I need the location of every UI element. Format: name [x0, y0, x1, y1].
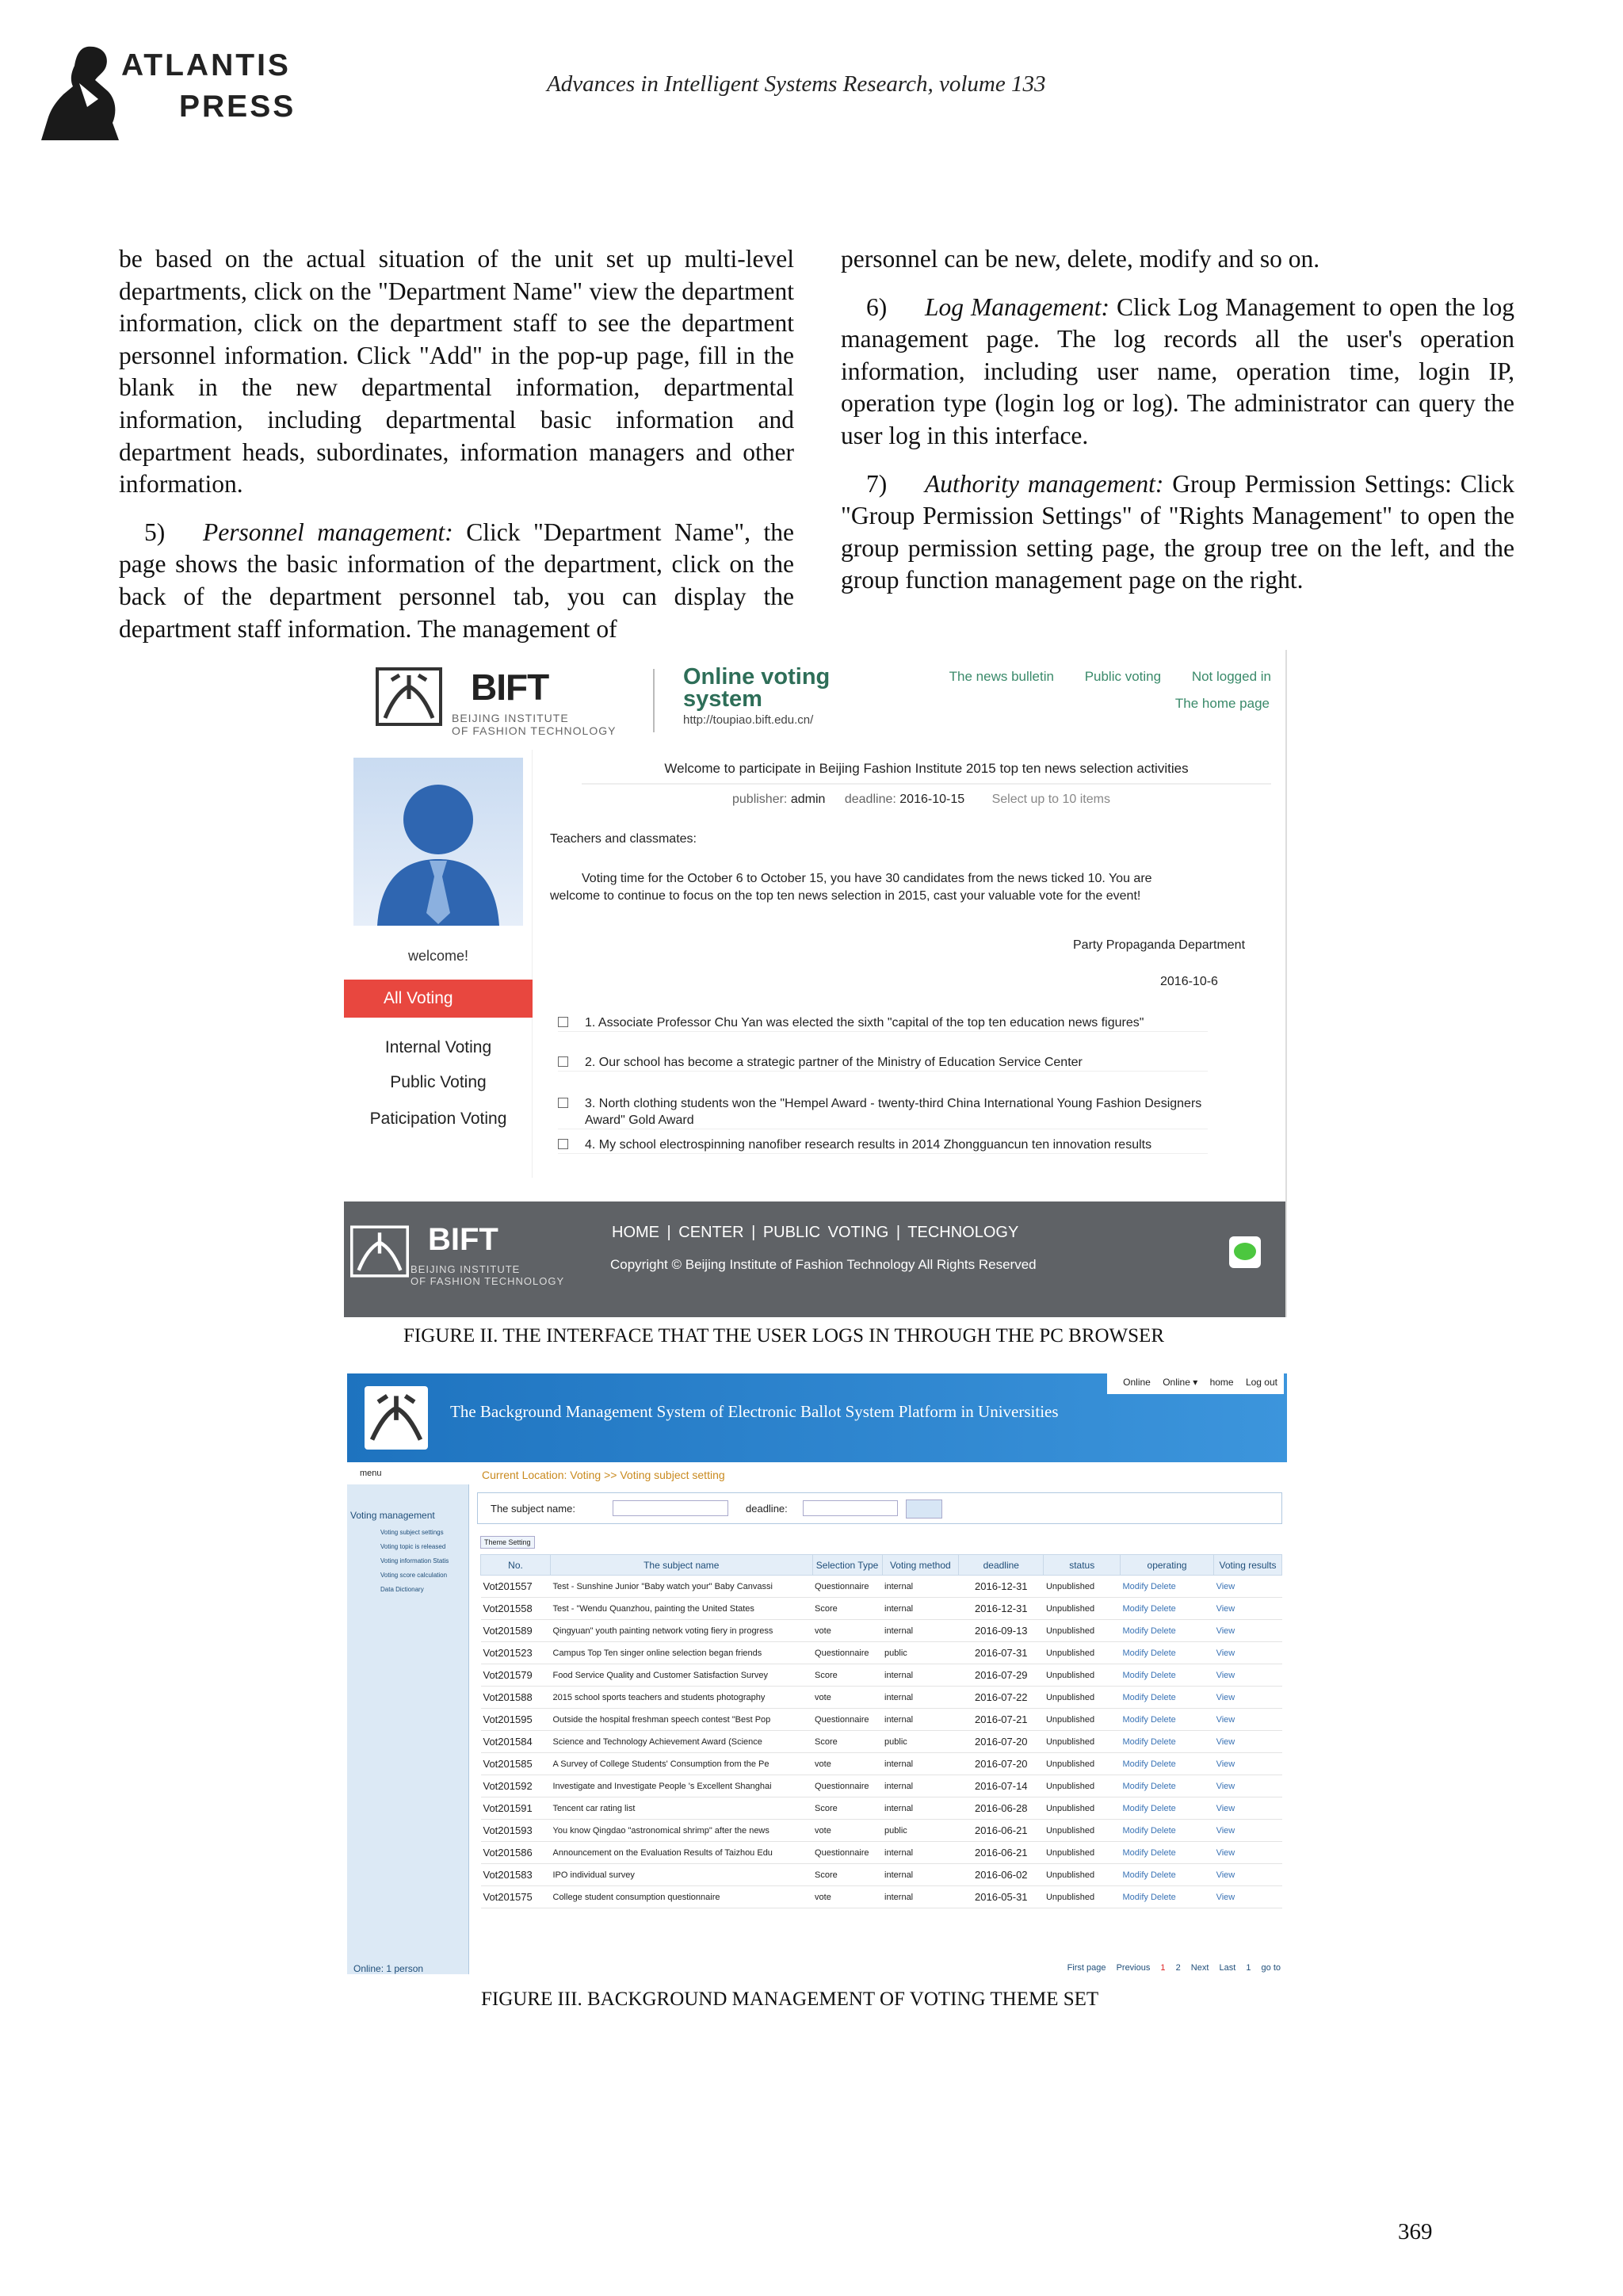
table-header [481, 1555, 1282, 1576]
modify-delete-links[interactable]: Modify Delete [1121, 1775, 1214, 1797]
modify-delete-links[interactable]: Modify Delete [1121, 1886, 1214, 1908]
column-header: The subject name [551, 1555, 813, 1576]
bift-subtitle [452, 712, 616, 737]
first-page-button[interactable]: First page [1067, 1963, 1106, 1973]
status: Unpublished [1044, 1576, 1121, 1598]
voting-method: internal [882, 1687, 959, 1709]
column-header: deadline [959, 1555, 1044, 1576]
admin-title: The Background Management System of Electronic Ballot System Platform in Universities [450, 1402, 1059, 1421]
voting-method: internal [882, 1842, 959, 1864]
candidate-text: 1. Associate Professor Chu Yan was elected the sixth "capital of the top ten education news figures" [585, 1016, 1144, 1030]
subject-name: 2015 school sports teachers and students photography [551, 1687, 813, 1709]
voting-method: internal [882, 1620, 959, 1642]
subject-name: IPO individual survey [551, 1864, 813, 1886]
checkbox[interactable] [558, 1098, 568, 1108]
modify-delete-links[interactable]: Modify Delete [1121, 1620, 1214, 1642]
column-header: status [1044, 1555, 1121, 1576]
footer-wordmark: BIFT [428, 1222, 498, 1257]
deadline: 2016-07-20 [959, 1731, 1044, 1753]
search-bar [477, 1492, 1282, 1524]
status: Unpublished [1044, 1775, 1121, 1797]
paragraph-text: Click Log Management to open the log management page. The log records all the user's operation information, including user name, operation time, login IP, operation type (login log or log). The administrator can query the user log in this interface. [841, 292, 1515, 449]
admin-toolbar [1107, 1373, 1284, 1394]
deadline: 2016-07-14 [959, 1775, 1044, 1797]
subject-table [480, 1554, 1282, 1908]
system-title [683, 666, 830, 710]
subject-id: Vot201558 [481, 1598, 551, 1620]
online-status-label: Online [1123, 1377, 1151, 1388]
subject-name: Science and Technology Achievement Award (Science [551, 1731, 813, 1753]
subject-id: Vot201584 [481, 1731, 551, 1753]
subject-name: Investigate and Investigate People 's Excellent Shanghai [551, 1775, 813, 1797]
voting-method: internal [882, 1775, 959, 1797]
modify-delete-links[interactable]: Modify Delete [1121, 1576, 1214, 1598]
view-link[interactable]: View [1214, 1620, 1282, 1642]
deadline: 2016-06-28 [959, 1797, 1044, 1820]
nav-all-voting[interactable]: All Voting [344, 980, 533, 1018]
selection-type: Questionnaire [812, 1642, 882, 1664]
site-header [344, 650, 1287, 745]
table-row [481, 1775, 1282, 1797]
theme-setting-tab[interactable]: Theme Setting [480, 1536, 535, 1549]
menu-label: menu [360, 1469, 382, 1478]
table-row [481, 1598, 1282, 1620]
selection-type: Score [812, 1664, 882, 1687]
deadline: 2016-06-21 [959, 1842, 1044, 1864]
logo-text-atlantis: ATLANTIS [121, 48, 291, 82]
section-title: Authority management: [925, 469, 1164, 498]
table-row [481, 1642, 1282, 1664]
selection-type: vote [812, 1687, 882, 1709]
deadline: 2016-06-21 [959, 1820, 1044, 1842]
voting-method: internal [882, 1598, 959, 1620]
deadline-input[interactable] [803, 1500, 898, 1516]
section-title: Log Management: [925, 292, 1109, 321]
subject-id: Vot201588 [481, 1687, 551, 1709]
figure-admin-backend [347, 1373, 1287, 1984]
bift-subtitle-line: BEIJING INSTITUTE [452, 712, 569, 724]
view-link[interactable]: View [1214, 1775, 1282, 1797]
side-item[interactable]: Voting topic is released [380, 1543, 446, 1550]
table-row [481, 1664, 1282, 1687]
candidate-text: 4. My school electrospinning nanofiber research results in 2014 Zhongguancun ten innovation results [585, 1138, 1152, 1152]
column-header: Voting results [1214, 1555, 1282, 1576]
subject-id: Vot201579 [481, 1664, 551, 1687]
side-item[interactable]: Voting information Statis [380, 1557, 449, 1564]
figure-voting-frontend [344, 650, 1287, 1317]
deadline-value: 2016-10-15 [899, 793, 965, 806]
subject-id: Vot201589 [481, 1620, 551, 1642]
top-links [922, 669, 1271, 685]
paragraph-text: Group Permission Settings: Click "Group Permission Settings" of "Rights Management" to open the group permission setting page, the group tree on the left, and the group function management page on the right. [841, 469, 1515, 594]
left-column [119, 243, 794, 661]
item-number: 5) [144, 518, 166, 546]
subject-name: You know Qingdao "astronomical shrimp" after the news [551, 1820, 813, 1842]
page-2-button[interactable]: 2 [1175, 1963, 1181, 1973]
publisher-label: publisher: [732, 793, 788, 806]
subject-id: Vot201583 [481, 1864, 551, 1886]
selection-type: vote [812, 1753, 882, 1775]
select-note: Select up to 10 items [991, 793, 1110, 806]
modify-delete-links[interactable]: Modify Delete [1121, 1687, 1214, 1709]
login-status-link[interactable]: Not logged in [1191, 669, 1271, 684]
deadline: 2016-12-31 [959, 1598, 1044, 1620]
figure-caption: FIGURE II. THE INTERFACE THAT THE USER LOGS IN THROUGH THE PC BROWSER [403, 1325, 1164, 1347]
selection-type: Questionnaire [812, 1576, 882, 1598]
table-row [481, 1709, 1282, 1731]
deadline: 2016-07-29 [959, 1664, 1044, 1687]
bift-subtitle-line: OF FASHION TECHNOLOGY [452, 724, 617, 737]
next-button[interactable]: Next [1190, 1963, 1209, 1973]
modify-delete-links[interactable]: Modify Delete [1121, 1753, 1214, 1775]
subject-name: Campus Top Ten singer online selection began friends [551, 1642, 813, 1664]
view-link[interactable]: View [1214, 1576, 1282, 1598]
online-count: Online: 1 person [353, 1963, 424, 1974]
subject-name: Tencent car rating list [551, 1797, 813, 1820]
table-row [481, 1797, 1282, 1820]
last-button[interactable]: Last [1219, 1963, 1236, 1973]
view-link[interactable]: View [1214, 1842, 1282, 1864]
voting-method: internal [882, 1886, 959, 1908]
publisher-logo [40, 44, 296, 143]
vote-meta [732, 793, 1110, 807]
subject-name: Test - Sunshine Junior "Baby watch your" Baby Canvassi [551, 1576, 813, 1598]
public-voting-link[interactable]: Public voting [1084, 669, 1162, 684]
voting-description: Voting time for the October 6 to October 15, you have 30 candidates from the news ticked 10. You are welcome to continue to focus on the top ten news selection in 2015, cast your valuable vote for the event! [550, 872, 1152, 903]
go-to-button[interactable]: go to [1261, 1963, 1281, 1973]
subject-id: Vot201593 [481, 1820, 551, 1842]
subject-name: A Survey of College Students' Consumption from the Pe [551, 1753, 813, 1775]
voting-method: internal [882, 1797, 959, 1820]
deadline: 2016-07-21 [959, 1709, 1044, 1731]
voting-method: internal [882, 1576, 959, 1598]
selection-type: Questionnaire [812, 1775, 882, 1797]
paragraph [841, 468, 1514, 597]
subject-id: Vot201586 [481, 1842, 551, 1864]
deadline: 2016-06-02 [959, 1864, 1044, 1886]
thinker-logo-icon [40, 44, 127, 143]
footer-copyright: Copyright © Beijing Institute of Fashion Technology All Rights Reserved [610, 1257, 1037, 1272]
subject-id: Vot201591 [481, 1797, 551, 1820]
table-row [481, 1886, 1282, 1908]
voting-method: public [882, 1820, 959, 1842]
side-item[interactable]: Voting score calculation [380, 1572, 448, 1579]
table-row [481, 1864, 1282, 1886]
welcome-heading: Welcome to participate in Beijing Fashion Institute 2015 top ten news selection activities [582, 753, 1271, 785]
figure-caption: FIGURE III. BACKGROUND MANAGEMENT OF VOTING THEME SET [481, 1988, 1099, 2010]
subject-name-input[interactable] [613, 1500, 728, 1516]
subject-name: Outside the hospital freshman speech contest "Best Pop [551, 1709, 813, 1731]
page-number: 369 [1398, 2219, 1433, 2244]
wechat-icon[interactable] [1229, 1236, 1261, 1268]
subject-name: Announcement on the Evaluation Results of Taizhou Edu [551, 1842, 813, 1864]
selection-type: Questionnaire [812, 1842, 882, 1864]
voting-method: internal [882, 1709, 959, 1731]
modify-delete-links[interactable]: Modify Delete [1121, 1664, 1214, 1687]
paragraph-text: Click "Department Name", the page shows the basic information of the department, click on the back of the department personnel tab, you can display the department staff information. The management of [119, 518, 795, 643]
footer-subtitle-line: OF FASHION TECHNOLOGY [411, 1275, 565, 1287]
candidate-item[interactable] [558, 1054, 1208, 1072]
right-column [841, 243, 1514, 613]
side-item[interactable]: Voting subject settings [380, 1529, 444, 1536]
deadline-label: deadline: [844, 793, 896, 806]
view-link[interactable]: View [1214, 1864, 1282, 1886]
deadline: 2016-07-22 [959, 1687, 1044, 1709]
breadcrumb: Current Location: Voting >> Voting subject setting [482, 1469, 725, 1481]
table-row [481, 1576, 1282, 1598]
table-body [481, 1576, 1282, 1908]
nav-internal-voting[interactable]: Internal Voting [384, 1038, 492, 1056]
bift-logo-icon [376, 667, 442, 726]
footer-nav[interactable]: HOME | CENTER | PUBLIC VOTING | TECHNOLOGY [612, 1224, 1019, 1241]
status: Unpublished [1044, 1620, 1121, 1642]
subject-id: Vot201585 [481, 1753, 551, 1775]
view-link[interactable]: View [1214, 1598, 1282, 1620]
footer-subtitle-line: BEIJING INSTITUTE [411, 1263, 521, 1275]
candidate-text: 3. North clothing students won the "Hempel Award - twenty-third China International Young Fashion Designers Award" Gold Award [585, 1097, 1202, 1127]
nav-public-voting[interactable]: Public Voting [390, 1073, 487, 1091]
voting-management-menu[interactable]: Voting management [350, 1510, 435, 1521]
online-status-select[interactable]: Online ▾ [1163, 1377, 1198, 1388]
avatar [353, 758, 523, 926]
status: Unpublished [1044, 1664, 1121, 1687]
bift-wordmark: BIFT [471, 667, 549, 708]
selection-type: Questionnaire [812, 1709, 882, 1731]
greeting: Teachers and classmates: [550, 832, 697, 846]
view-link[interactable]: View [1214, 1797, 1282, 1820]
status: Unpublished [1044, 1864, 1121, 1886]
table-row [481, 1687, 1282, 1709]
section-title: Personnel management: [203, 518, 453, 546]
notice-date: 2016-10-6 [1160, 975, 1218, 988]
status: Unpublished [1044, 1820, 1121, 1842]
modify-delete-links[interactable]: Modify Delete [1121, 1820, 1214, 1842]
user-avatar-icon [353, 758, 523, 926]
column-header: operating [1121, 1555, 1214, 1576]
subject-id: Vot201523 [481, 1642, 551, 1664]
modify-delete-links[interactable]: Modify Delete [1121, 1731, 1214, 1753]
subject-id: Vot201595 [481, 1709, 551, 1731]
pagination [1060, 1963, 1281, 1973]
bift-footer-logo-icon [350, 1224, 409, 1279]
previous-button[interactable]: Previous [1116, 1963, 1151, 1973]
candidate-text: 2. Our school has become a strategic partner of the Ministry of Education Service Center [585, 1056, 1083, 1069]
subject-name: Qingyuan" youth painting network voting fiery in progress [551, 1620, 813, 1642]
selection-type: Score [812, 1864, 882, 1886]
selection-type: Score [812, 1598, 882, 1620]
welcome-text: welcome! [407, 948, 469, 964]
search-button[interactable] [906, 1499, 942, 1519]
checkbox[interactable] [558, 1139, 568, 1149]
voting-method: internal [882, 1864, 959, 1886]
subject-id: Vot201575 [481, 1886, 551, 1908]
status: Unpublished [1044, 1598, 1121, 1620]
voting-method: public [882, 1731, 959, 1753]
system-title-line: system [683, 686, 762, 712]
modify-delete-links[interactable]: Modify Delete [1121, 1842, 1214, 1864]
side-item[interactable]: Data Dictionary [380, 1586, 424, 1593]
view-link[interactable]: View [1214, 1753, 1282, 1775]
selection-type: vote [812, 1886, 882, 1908]
paragraph: personnel can be new, delete, modify and so on. [841, 245, 1320, 273]
status: Unpublished [1044, 1642, 1121, 1664]
deadline: 2016-12-31 [959, 1576, 1044, 1598]
journal-title: Advances in Intelligent Systems Research, volume 133 [547, 71, 1046, 97]
deadline-label: deadline: [746, 1503, 788, 1515]
subject-name: College student consumption questionnaire [551, 1886, 813, 1908]
admin-logo [365, 1386, 428, 1450]
logo-text-press: PRESS [179, 90, 296, 124]
candidate-item[interactable] [558, 1137, 1208, 1154]
selection-type: Score [812, 1797, 882, 1820]
selection-type: vote [812, 1820, 882, 1842]
table-row [481, 1620, 1282, 1642]
home-link[interactable]: home [1209, 1377, 1234, 1388]
paragraph [119, 517, 794, 645]
status: Unpublished [1044, 1687, 1121, 1709]
subject-id: Vot201557 [481, 1576, 551, 1598]
voting-method: internal [882, 1753, 959, 1775]
view-link[interactable]: View [1214, 1731, 1282, 1753]
modify-delete-links[interactable]: Modify Delete [1121, 1598, 1214, 1620]
department-signature: Party Propaganda Department [1073, 938, 1246, 952]
admin-header [347, 1373, 1287, 1462]
site-footer [344, 1201, 1287, 1317]
header-divider [653, 669, 655, 732]
view-link[interactable]: View [1214, 1642, 1282, 1664]
sidebar [344, 750, 533, 1178]
status: Unpublished [1044, 1797, 1121, 1820]
modify-delete-links[interactable]: Modify Delete [1121, 1709, 1214, 1731]
deadline: 2016-07-31 [959, 1642, 1044, 1664]
modify-delete-links[interactable]: Modify Delete [1121, 1797, 1214, 1820]
table-row [481, 1753, 1282, 1775]
column-header: Voting method [882, 1555, 959, 1576]
table-row [481, 1842, 1282, 1864]
news-bulletin-link[interactable]: The news bulletin [949, 669, 1054, 684]
view-link[interactable]: View [1214, 1820, 1282, 1842]
modify-delete-links[interactable]: Modify Delete [1121, 1642, 1214, 1664]
checkbox[interactable] [558, 1056, 568, 1067]
logout-link[interactable]: Log out [1245, 1377, 1277, 1388]
voting-method: public [882, 1642, 959, 1664]
paragraph: be based on the actual situation of the unit set up multi-level departments, click on the "Department Name" view the department information, click on the department staff to see the department personnel information. Click "Add" in the pop-up page, fill in the blank in the new departmental information, departmental information, including departmental basic information and department heads, subordinates, information managers and other information. [119, 245, 794, 499]
selection-type: vote [812, 1620, 882, 1642]
voting-method: internal [882, 1664, 959, 1687]
deadline: 2016-05-31 [959, 1886, 1044, 1908]
view-link[interactable]: View [1214, 1687, 1282, 1709]
home-page-link[interactable]: The home page [1174, 696, 1270, 711]
modify-delete-links[interactable]: Modify Delete [1121, 1864, 1214, 1886]
footer-subtitle [411, 1263, 564, 1287]
table-row [481, 1731, 1282, 1753]
status: Unpublished [1044, 1886, 1121, 1908]
column-header: No. [481, 1555, 551, 1576]
status: Unpublished [1044, 1731, 1121, 1753]
deadline: 2016-07-20 [959, 1753, 1044, 1775]
bift-logo-icon [365, 1386, 428, 1450]
checkbox[interactable] [558, 1017, 568, 1027]
subject-name-label: The subject name: [491, 1503, 575, 1515]
candidate-item[interactable] [558, 1095, 1208, 1129]
subject-name: Food Service Quality and Customer Satisfaction Survey [551, 1664, 813, 1687]
system-title-line: Online voting [683, 664, 831, 690]
status: Unpublished [1044, 1709, 1121, 1731]
publisher-value: admin [790, 793, 826, 806]
candidate-item[interactable] [558, 1014, 1208, 1032]
subject-id: Vot201592 [481, 1775, 551, 1797]
item-number: 6) [866, 292, 888, 321]
status: Unpublished [1044, 1842, 1121, 1864]
page-1-button[interactable]: 1 [1160, 1963, 1166, 1973]
view-link[interactable]: View [1214, 1664, 1282, 1687]
view-link[interactable]: View [1214, 1886, 1282, 1908]
view-link[interactable]: View [1214, 1709, 1282, 1731]
system-url: http://toupiao.bift.edu.cn/ [683, 713, 814, 727]
column-header: Selection Type [812, 1555, 882, 1576]
paragraph [841, 292, 1514, 453]
table-row [481, 1820, 1282, 1842]
page-input[interactable]: 1 [1246, 1963, 1251, 1973]
status: Unpublished [1044, 1753, 1121, 1775]
deadline: 2016-09-13 [959, 1620, 1044, 1642]
nav-participation-voting[interactable]: Paticipation Voting [369, 1110, 507, 1128]
item-number: 7) [866, 469, 888, 498]
admin-sidebar [347, 1484, 469, 1974]
subject-name: Test - "Wendu Quanzhou, painting the United States [551, 1598, 813, 1620]
selection-type: Score [812, 1731, 882, 1753]
